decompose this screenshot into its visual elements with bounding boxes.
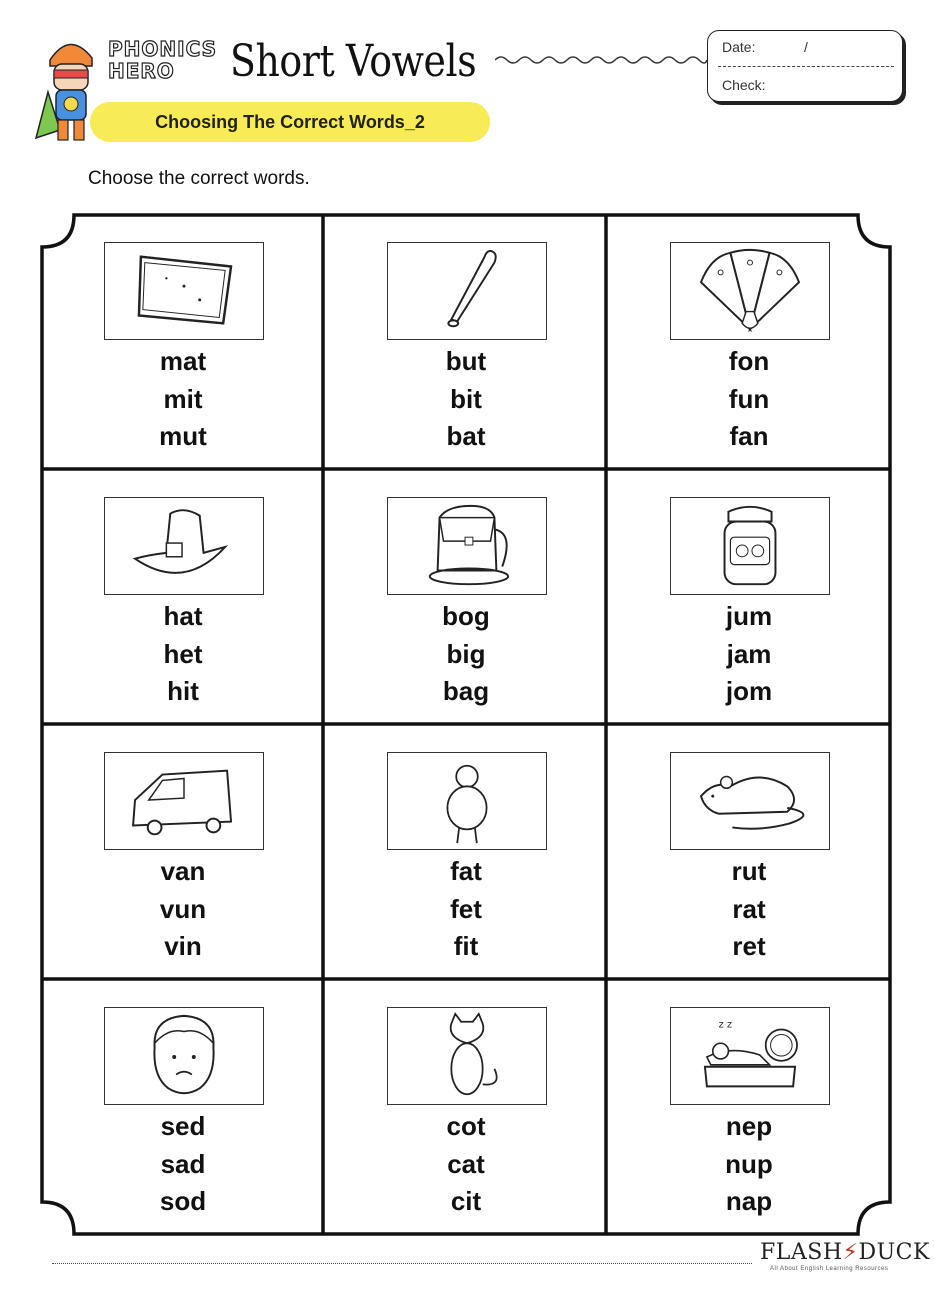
word-option[interactable]: jam xyxy=(726,638,772,669)
brand-logo xyxy=(108,38,217,82)
word-option[interactable]: big xyxy=(446,638,486,669)
flashduck-logo xyxy=(760,1240,930,1265)
word-option[interactable]: nep xyxy=(725,1111,773,1141)
word-option[interactable]: sed xyxy=(160,1111,206,1141)
word-option[interactable]: cot xyxy=(446,1111,486,1141)
hat-icon xyxy=(105,498,263,594)
word-option[interactable]: het xyxy=(163,638,203,669)
date-separator: / xyxy=(804,39,808,55)
brand-line-1: PHONICS xyxy=(108,37,218,61)
word-options xyxy=(608,598,890,711)
instruction-text: Choose the correct words. xyxy=(88,168,310,189)
word-option[interactable]: mut xyxy=(159,421,207,451)
word-option[interactable]: bag xyxy=(442,676,490,706)
word-option[interactable]: cit xyxy=(450,1186,482,1216)
word-option[interactable]: fit xyxy=(453,931,479,961)
cat-icon xyxy=(388,1008,546,1104)
word-option[interactable]: vin xyxy=(164,931,202,961)
word-cell-nap xyxy=(608,980,890,1235)
word-option[interactable]: rut xyxy=(731,856,767,886)
word-cell-fat xyxy=(325,725,607,980)
word-option[interactable]: mit xyxy=(163,383,203,414)
date-label: Date: xyxy=(722,39,756,55)
word-option[interactable]: hit xyxy=(167,676,199,706)
word-option[interactable]: bat xyxy=(446,421,486,451)
word-option[interactable]: jom xyxy=(725,676,773,706)
word-cell-sad xyxy=(42,980,324,1235)
word-options xyxy=(325,853,607,966)
word-cell-jam xyxy=(608,470,890,725)
check-label: Check: xyxy=(722,77,766,93)
word-option[interactable]: rat xyxy=(732,893,766,924)
word-cell-fan xyxy=(608,215,890,470)
sad-picture xyxy=(104,1007,264,1105)
logo-text-left: FLASH xyxy=(760,1240,843,1265)
word-options xyxy=(608,343,890,456)
mat-icon xyxy=(105,243,263,339)
word-cell-mat xyxy=(42,215,324,470)
decorative-wave xyxy=(495,52,707,68)
word-options xyxy=(42,343,324,456)
bolt-icon: ⚡ xyxy=(842,1240,859,1265)
date-check-box xyxy=(707,30,903,102)
cat-picture xyxy=(387,1007,547,1105)
word-option[interactable]: hat xyxy=(163,601,203,631)
fat-picture xyxy=(387,752,547,850)
rat-icon xyxy=(671,753,829,849)
napping-boy-icon xyxy=(671,1008,829,1104)
rat-picture xyxy=(670,752,830,850)
van-picture xyxy=(104,752,264,850)
van-icon xyxy=(105,753,263,849)
word-option[interactable]: nap xyxy=(725,1186,773,1216)
bat-icon xyxy=(388,243,546,339)
word-options xyxy=(42,598,324,711)
word-option[interactable]: mat xyxy=(159,346,207,376)
nap-picture xyxy=(670,1007,830,1105)
word-options xyxy=(608,1108,890,1221)
word-cell-rat xyxy=(608,725,890,980)
fan-picture xyxy=(670,242,830,340)
worksheet-subtitle: Choosing The Correct Words_2 xyxy=(155,112,425,132)
word-option[interactable]: fat xyxy=(450,856,482,886)
word-options xyxy=(42,853,324,966)
word-options xyxy=(608,853,890,966)
word-option[interactable]: sad xyxy=(160,1148,206,1179)
page-title: Short Vowels xyxy=(230,36,477,87)
sad-face-icon xyxy=(105,1008,263,1104)
word-cell-hat xyxy=(42,470,324,725)
brand-line-2: HERO xyxy=(108,59,175,83)
bag-icon xyxy=(388,498,546,594)
word-cell-van xyxy=(42,725,324,980)
word-option[interactable]: fet xyxy=(450,893,482,924)
word-options xyxy=(325,1108,607,1221)
word-cell-cat xyxy=(325,980,607,1235)
word-option[interactable]: fon xyxy=(728,346,770,376)
svg-text:z z: z z xyxy=(718,1019,733,1031)
word-option[interactable]: sod xyxy=(159,1186,207,1216)
word-option[interactable]: fan xyxy=(729,421,769,451)
fat-man-icon xyxy=(388,753,546,849)
word-option[interactable]: bit xyxy=(450,383,482,414)
word-option[interactable]: jum xyxy=(725,601,773,631)
logo-text-right: DUCK xyxy=(858,1240,930,1265)
fan-icon xyxy=(671,243,829,339)
word-option[interactable]: bog xyxy=(442,601,490,631)
bat-picture xyxy=(387,242,547,340)
word-option[interactable]: fun xyxy=(728,383,770,414)
word-option[interactable]: vun xyxy=(159,893,207,924)
word-option[interactable]: van xyxy=(160,856,206,886)
word-options xyxy=(325,598,607,711)
word-option[interactable]: ret xyxy=(732,931,766,961)
bag-picture xyxy=(387,497,547,595)
word-option[interactable]: but xyxy=(445,346,487,376)
divider xyxy=(718,66,894,67)
word-cell-bag xyxy=(325,470,607,725)
jam-icon xyxy=(671,498,829,594)
word-options xyxy=(42,1108,324,1221)
hat-picture xyxy=(104,497,264,595)
footer-divider xyxy=(52,1263,752,1264)
jam-picture xyxy=(670,497,830,595)
word-options xyxy=(325,343,607,456)
word-cell-bat xyxy=(325,215,607,470)
mat-picture xyxy=(104,242,264,340)
word-option[interactable]: nup xyxy=(725,1148,773,1179)
word-option[interactable]: cat xyxy=(447,1148,485,1179)
logo-tagline: All About English Learning Resources xyxy=(770,1266,889,1272)
